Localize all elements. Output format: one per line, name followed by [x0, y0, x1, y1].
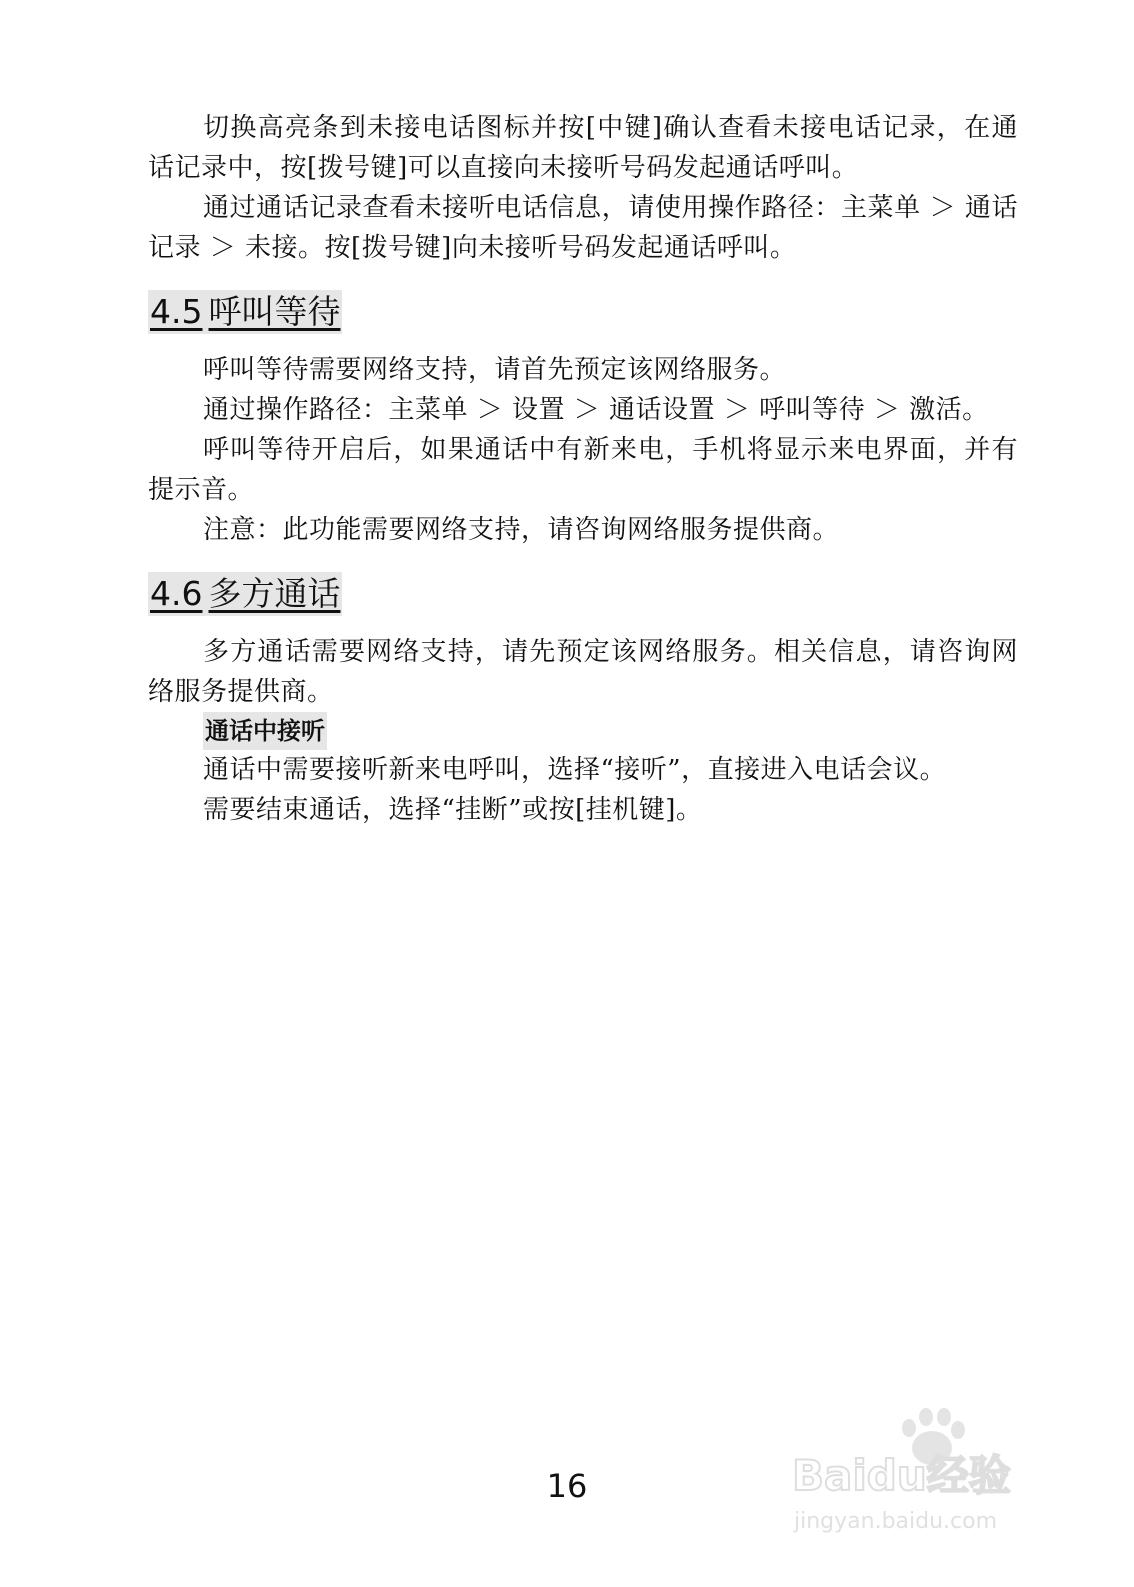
conference-paragraph-2: 通话中需要接听新来电呼叫，选择“接听”，直接进入电话会议。 — [203, 755, 947, 785]
intro-paragraph-2: 通过通话记录查看未接听电话信息，请使用操作路径：主菜单 ＞ 通话记录 ＞ 未接。按[拨号键]向未接听号码发起通话呼叫。 — [148, 193, 1018, 263]
baidu-watermark — [792, 1400, 1052, 1540]
watermark-url: jingyan.baidu.com — [794, 1509, 998, 1534]
conference-paragraph-3: 需要结束通话，选择“挂断”或按[挂机键]。 — [203, 795, 703, 825]
section-title: 多方通话 — [208, 574, 341, 613]
section-number: 4.5 — [150, 292, 203, 331]
page-number: 16 — [546, 1467, 588, 1505]
document-page — [148, 108, 1018, 830]
call-waiting-paragraph-2: 通过操作路径：主菜单 ＞ 设置 ＞ 通话设置 ＞ 呼叫等待 ＞ 激活。 — [203, 395, 989, 425]
conference-paragraph-1: 多方通话需要网络支持，请先预定该网络服务。相关信息，请咨询网络服务提供商。 — [148, 637, 1018, 707]
section-number: 4.6 — [150, 574, 203, 613]
call-waiting-paragraph-3: 呼叫等待开启后，如果通话中有新来电，手机将显示来电界面，并有提示音。 — [148, 435, 1018, 505]
section-4-6-heading — [148, 572, 342, 616]
call-waiting-paragraph-1: 呼叫等待需要网络支持，请首先预定该网络服务。 — [203, 355, 787, 385]
section-4-5-heading — [148, 290, 342, 334]
subheading: 通话中接听 — [203, 712, 327, 750]
call-waiting-paragraph-4: 注意：此功能需要网络支持，请咨询网络服务提供商。 — [203, 515, 840, 545]
intro-paragraph-1: 切换高亮条到未接电话图标并按[中键]确认查看未接电话记录，在通话记录中，按[拨号键]可以直接向未接听号码发起通话呼叫。 — [148, 113, 1018, 183]
watermark-brand: Baidu经验 — [792, 1451, 1011, 1500]
section-title: 呼叫等待 — [208, 292, 341, 331]
